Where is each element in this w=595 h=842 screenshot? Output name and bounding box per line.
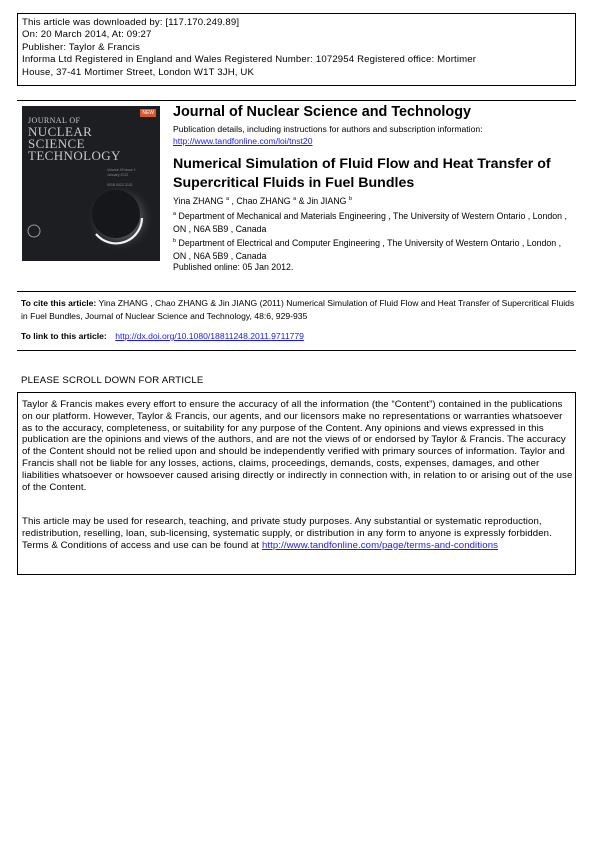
author-list [173, 196, 352, 206]
terms-text: This article may be used for research, teaching, and private study purposes. Any substantial or systematic reproduction, redistribution, reselling, loan, sub-licensing, systematic supply, or distribution in any form to anyone is expressly forbidden. Terms & Conditions of access and use can be found at [22, 516, 552, 551]
published-online-date: Published online: 05 Jan 2012. [173, 262, 294, 272]
author-name[interactable]: Yina ZHANG [173, 196, 224, 206]
author-name[interactable]: Chao ZHANG [236, 196, 291, 206]
cover-issn: ISSN 0022-3131 [107, 183, 133, 187]
author-affiliation-marker: a [293, 196, 297, 203]
download-ip-line: This article was downloaded by: [117.170.249.89] [22, 17, 240, 28]
affiliation-a [173, 210, 573, 235]
journal-url-link[interactable]: http://www.tandfonline.com/loi/tnst20 [173, 136, 313, 146]
download-info-box [17, 13, 576, 86]
publisher-line: Publisher: Taylor & Francis [22, 41, 140, 53]
cover-title-line1: JOURNAL OF [28, 116, 81, 125]
scroll-notice: PLEASE SCROLL DOWN FOR ARTICLE [21, 375, 204, 386]
affiliation-text: Department of Mechanical and Materials Engineering , The University of Western Ontario , London , ON , N6A 5B9 , Canada [173, 211, 567, 234]
journal-cover-image [22, 106, 160, 261]
terms-link[interactable]: http://www.tandfonline.com/page/terms-and-conditions [261, 539, 499, 551]
affiliation-marker: a [173, 211, 177, 218]
affiliation-marker: b [173, 238, 177, 245]
cover-title-line2: NUCLEAR [28, 124, 93, 139]
publication-details: Publication details, including instructions for authors and subscription information: [173, 124, 483, 134]
top-divider [17, 100, 576, 101]
cover-title-line3: SCIENCE [28, 136, 85, 151]
disclaimer-paragraph: Taylor & Francis makes every effort to ensure the accuracy of all the information (the “Content”) contained in the publications on our platform. However, Taylor & Francis, our agents, and our licensors make no representations or warranties whatsoever as to the accuracy, completeness, or suitability for any purpose of the Content. Any opinions and views expressed in this publication are the opinions and views of the authors, and are not the views of or endorsed by Taylor & Francis. The accuracy of the Content should not be relied upon and should be independently verified with primary sources of information. Taylor and Francis shall not be liable for any losses, actions, claims, proceedings, demands, costs, expenses, damages, and other liabilities whatsoever or howsoever caused arising directly or indirectly in connection with, in relation to or arising out of the use of the Content. [22, 399, 573, 493]
citation-text: Yina ZHANG , Chao ZHANG & Jin JIANG (2011) Numerical Simulation of Fluid Flow and Heat Transfer of Supercritical Fluids in Fuel Bundles, Journal of Nuclear Science and Technology, 48:6, 929-935 [21, 298, 575, 321]
author-affiliation-marker: b [348, 196, 353, 203]
cover-volume: Volume 49 Issue 1 January 2012 [107, 168, 136, 177]
article-link [21, 331, 304, 341]
author-affiliation-marker: a [225, 196, 230, 203]
cover-title-line4: TECHNOLOGY [28, 148, 121, 163]
affiliation-text: Department of Electrical and Computer Engineering , The University of Western Ontario , London , ON , N6A 5B9 , Canada [173, 238, 562, 261]
terms-paragraph [22, 516, 574, 551]
citation [21, 297, 576, 322]
author-name[interactable]: Jin JIANG [306, 196, 347, 206]
doi-link[interactable]: http://dx.doi.org/10.1080/18811248.2011.9711779 [115, 331, 304, 341]
journal-title: Journal of Nuclear Science and Technology [173, 104, 472, 120]
affiliation-b [173, 237, 573, 262]
new-badge: NEW [142, 110, 154, 116]
address-line: House, 37-41 Mortimer Street, London W1T 3JH, UK [22, 66, 255, 78]
cover-issue-info [107, 168, 147, 188]
author-separator: & [296, 196, 307, 206]
citation-label: To cite this article: [21, 298, 97, 308]
download-date-line: On: 20 March 2014, At: 09:27 [22, 29, 152, 41]
registration-line: Informa Ltd Registered in England and Wales Registered Number: 1072954 Registered office: Mortimer [22, 54, 477, 66]
link-label: To link to this article: [21, 331, 107, 341]
author-separator: , [229, 196, 237, 206]
article-title: Numerical Simulation of Fluid Flow and Heat Transfer of Supercritical Fluids in Fuel Bundles [173, 156, 551, 191]
